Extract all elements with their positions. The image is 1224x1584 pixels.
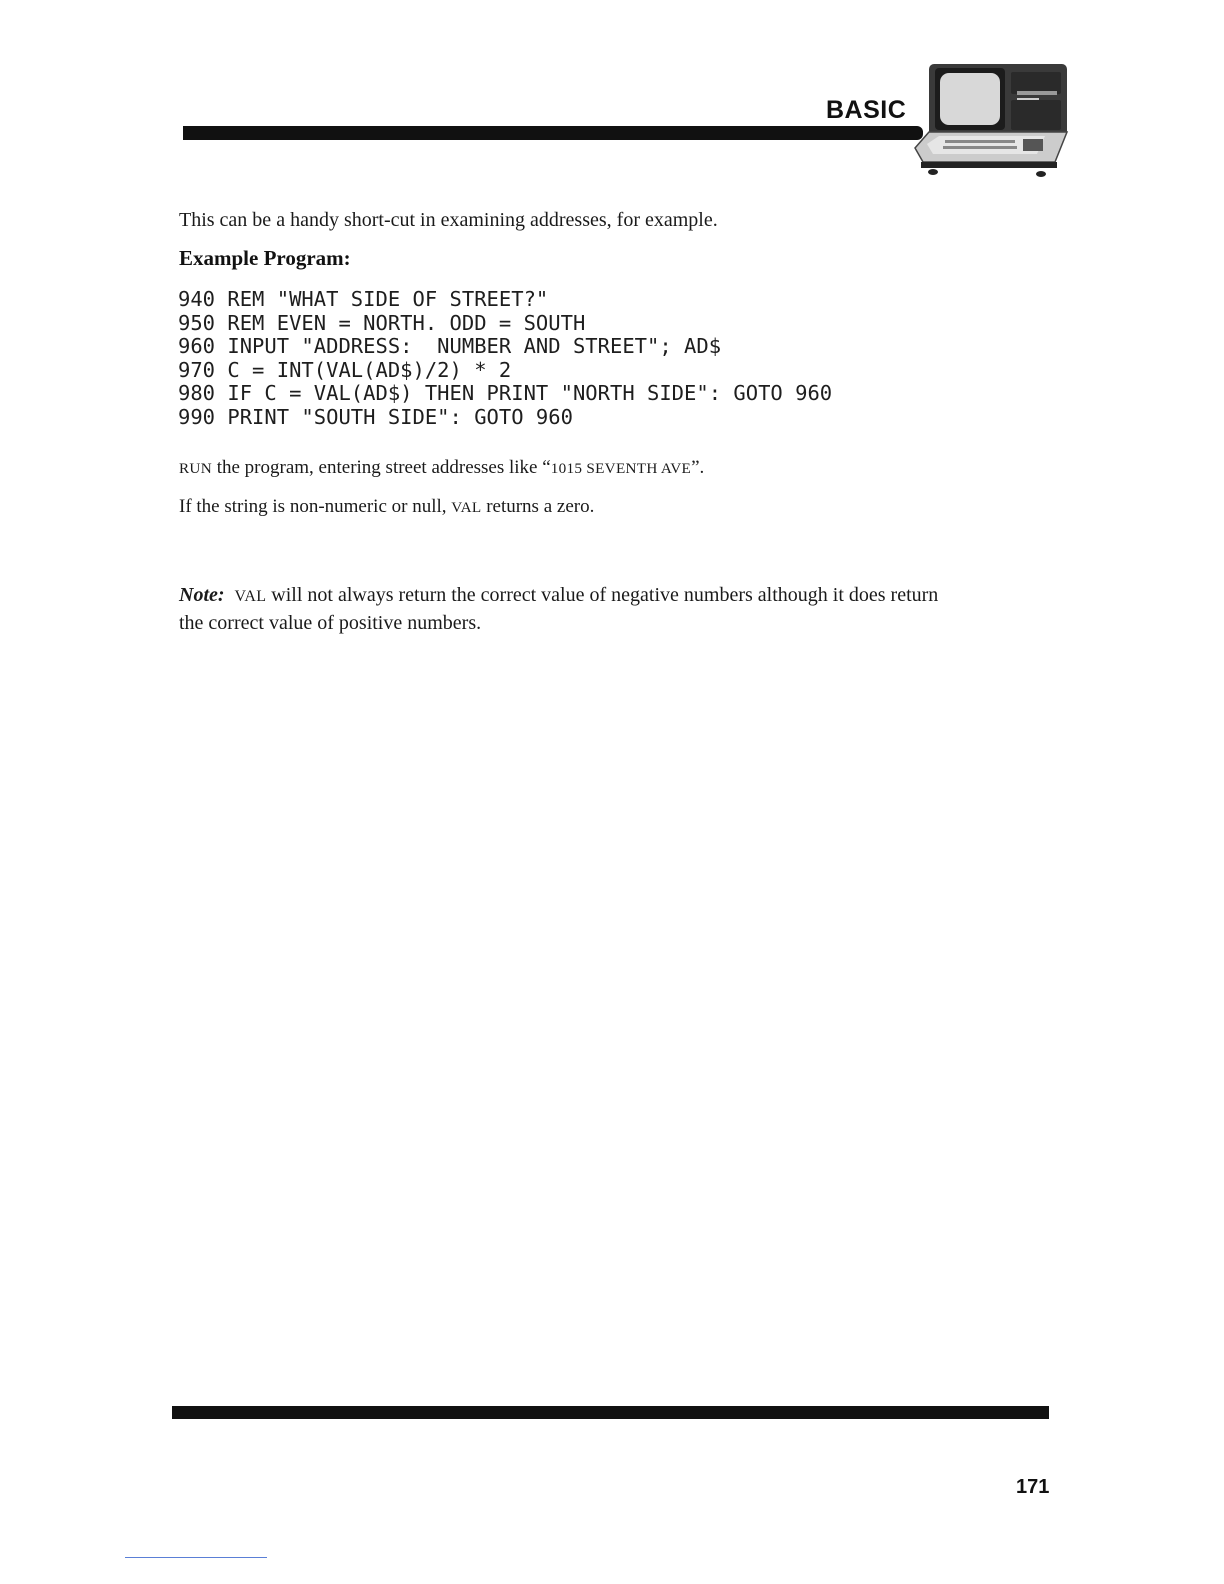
null-paragraph xyxy=(179,494,594,521)
code-line-950: 950 REM EVEN = NORTH. ODD = SOUTH xyxy=(178,310,586,335)
code-line-980: 980 IF C = VAL(AD$) THEN PRINT "NORTH SIDE": GOTO 960 xyxy=(178,381,833,406)
code-line-970: 970 C = INT(VAL(AD$)/2) * 2 xyxy=(178,357,512,382)
header-rule xyxy=(183,126,923,140)
footer-rule xyxy=(172,1406,1049,1419)
code-listing xyxy=(178,288,832,430)
example-program-heading: Example Program: xyxy=(179,246,351,270)
note-label: Note: xyxy=(179,584,225,606)
trs80-computer-icon xyxy=(905,58,1075,186)
code-line-990: 990 PRINT "SOUTH SIDE": GOTO 960 xyxy=(178,404,573,429)
address-example: 1015 SEVENTH AVE xyxy=(550,460,692,477)
scan-edge-line xyxy=(125,1557,267,1558)
run-paragraph xyxy=(179,455,704,482)
null-text-2: returns a zero. xyxy=(481,496,595,517)
val-keyword: VAL xyxy=(451,499,482,516)
code-line-960: 960 INPUT "ADDRESS: NUMBER AND STREET"; AD$ xyxy=(178,334,722,359)
intro-paragraph: This can be a handy short-cut in examining addresses, for example. xyxy=(179,209,718,231)
run-text-1: the program, entering street addresses like “ xyxy=(211,457,551,478)
run-text-2: ”. xyxy=(691,457,705,478)
note-text: will not always return the correct value of negative numbers although it does return the correct value of positive numbers. xyxy=(179,584,939,634)
null-text-1: If the string is non-numeric or null, xyxy=(179,496,452,517)
page-number: 171 xyxy=(1016,1476,1050,1498)
note-paragraph xyxy=(179,582,939,636)
section-title: BASIC xyxy=(826,96,907,124)
code-line-940: 940 REM "WHAT SIDE OF STREET?" xyxy=(178,287,549,311)
note-val-keyword: VAL xyxy=(234,588,267,605)
run-keyword: RUN xyxy=(179,460,212,477)
